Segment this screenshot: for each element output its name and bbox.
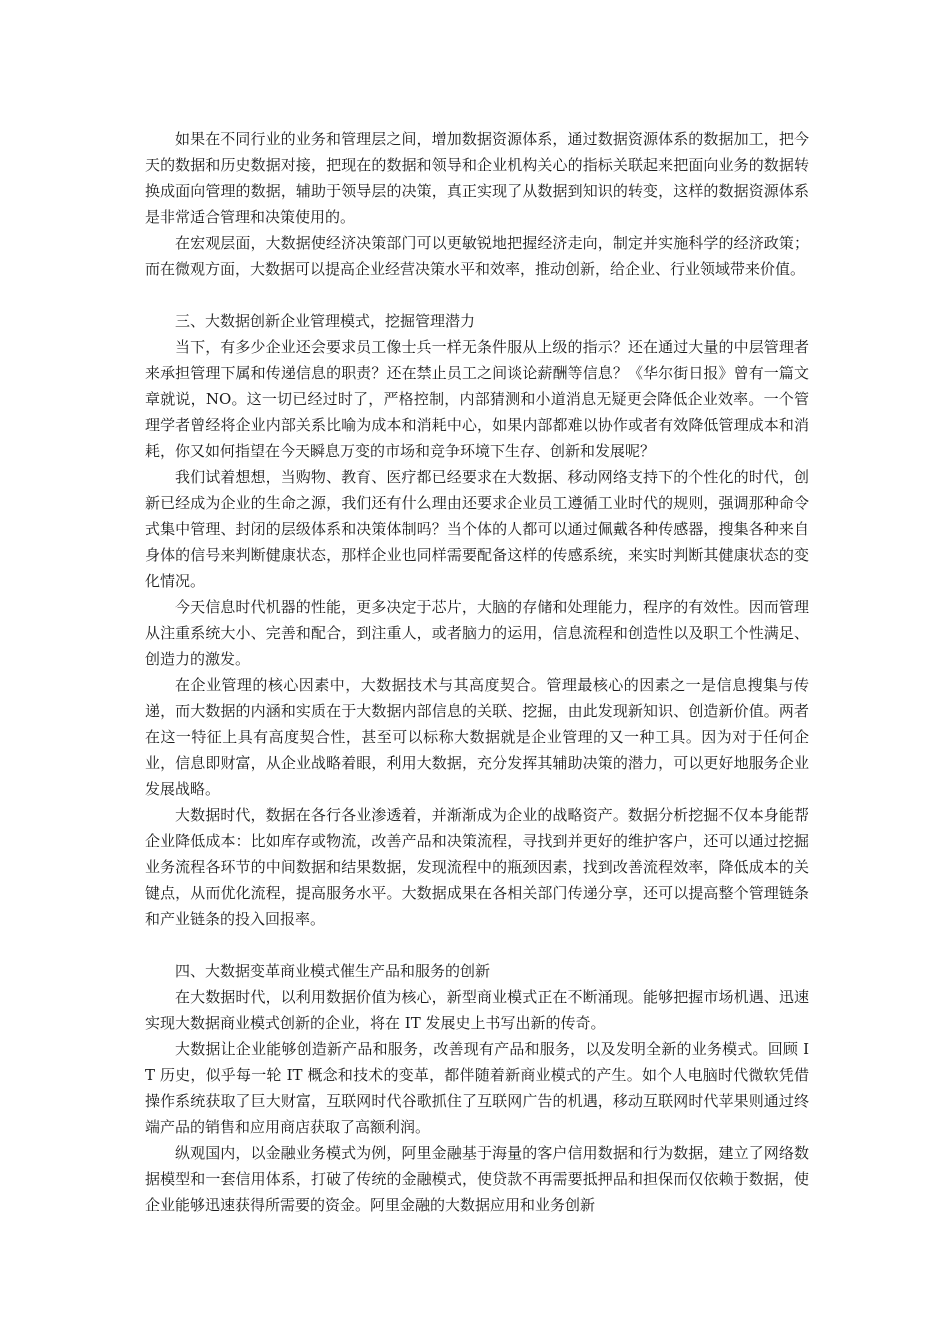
body-paragraph: 在大数据时代，以利用数据价值为核心，新型商业模式正在不断涌现。能够把握市场机遇、迅速实现大数据商业模式创新的企业，将在 IT 发展史上书写出新的传奇。: [145, 988, 809, 1032]
body-paragraph: 在宏观层面，大数据使经济决策部门可以更敏锐地把握经济走向，制定并实施科学的经济政策；而在微观方面，大数据可以提高企业经营决策水平和效率，推动创新，给企业、行业领域带来价值。: [145, 234, 809, 278]
body-paragraph: 在企业管理的核心因素中，大数据技术与其高度契合。管理最核心的因素之一是信息搜集与传递，而大数据的内涵和实质在于大数据内部信息的关联、挖掘，由此发现新知识、创造新价值。两者在这一特征上具有高度契合性，甚至可以标称大数据就是企业管理的又一种工具。因为对于任何企业，信息即财富，从企业战略着眼，利用大数据，充分发挥其辅助决策的潜力，可以更好地服务企业发展战略。: [145, 676, 809, 798]
body-paragraph: 大数据时代，数据在各行各业渗透着，并渐渐成为企业的战略资产。数据分析挖掘不仅本身能帮企业降低成本：比如库存或物流，改善产品和决策流程，寻找到并更好的维护客户，还可以通过挖掘业务流程各环节的中间数据和结果数据，发现流程中的瓶颈因素，找到改善流程效率，降低成本的关键点，从而优化流程，提高服务水平。大数据成果在各相关部门传递分享，还可以提高整个管理链条和产业链条的投入回报率。: [145, 806, 809, 928]
body-paragraph: 当下，有多少企业还会要求员工像士兵一样无条件服从上级的指示？还在通过大量的中层管理者来承担管理下属和传递信息的职责？还在禁止员工之间谈论薪酬等信息？《华尔街日报》曾有一篇文章就说，NO。这一切已经过时了，严格控制，内部猜测和小道消息无疑更会降低企业效率。一个管理学者曾经将企业内部关系比喻为成本和消耗中心，如果内部都难以协作或者有效降低管理成本和消耗，你又如何指望在今天瞬息万变的市场和竞争环境下生存、创新和发展呢？: [145, 338, 809, 460]
section-heading-4: 四、大数据变革商业模式催生产品和服务的创新: [175, 962, 491, 980]
body-paragraph: 纵观国内，以金融业务模式为例，阿里金融基于海量的客户信用数据和行为数据，建立了网络数据模型和一套信用体系，打破了传统的金融模式，使贷款不再需要抵押品和担保而仅依赖于数据，使企业能够迅速获得所需要的资金。阿里金融的大数据应用和业务创新: [145, 1144, 809, 1214]
document-page: [145, 126, 809, 1218]
body-paragraph: 如果在不同行业的业务和管理层之间，增加数据资源体系，通过数据资源体系的数据加工，把今天的数据和历史数据对接，把现在的数据和领导和企业机构关心的指标关联起来把面向业务的数据转换成面向管理的数据，辅助于领导层的决策，真正实现了从数据到知识的转变，这样的数据资源体系是非常适合管理和决策使用的。: [145, 130, 809, 226]
section-heading-3: 三、大数据创新企业管理模式，挖掘管理潜力: [175, 312, 476, 330]
body-paragraph: 我们试着想想，当购物、教育、医疗都已经要求在大数据、移动网络支持下的个性化的时代，创新已经成为企业的生命之源，我们还有什么理由还要求企业员工遵循工业时代的规则，强调那种命令式集中管理、封闭的层级体系和决策体制吗？当个体的人都可以通过佩戴各种传感器，搜集各种来自身体的信号来判断健康状态，那样企业也同样需要配备这样的传感系统，来实时判断其健康状态的变化情况。: [145, 468, 809, 590]
body-paragraph: 大数据让企业能够创造新产品和服务，改善现有产品和服务，以及发明全新的业务模式。回顾 IT 历史，似乎每一轮 IT 概念和技术的变革，都伴随着新商业模式的产生。如个人电脑时代微软凭借操作系统获取了巨大财富，互联网时代谷歌抓住了互联网广告的机遇，移动互联网时代苹果则通过终端产品的销售和应用商店获取了高额利润。: [145, 1040, 809, 1136]
body-paragraph: 今天信息时代机器的性能，更多决定于芯片，大脑的存储和处理能力，程序的有效性。因而管理从注重系统大小、完善和配合，到注重人，或者脑力的运用，信息流程和创造性以及职工个性满足、创造力的激发。: [145, 598, 809, 668]
